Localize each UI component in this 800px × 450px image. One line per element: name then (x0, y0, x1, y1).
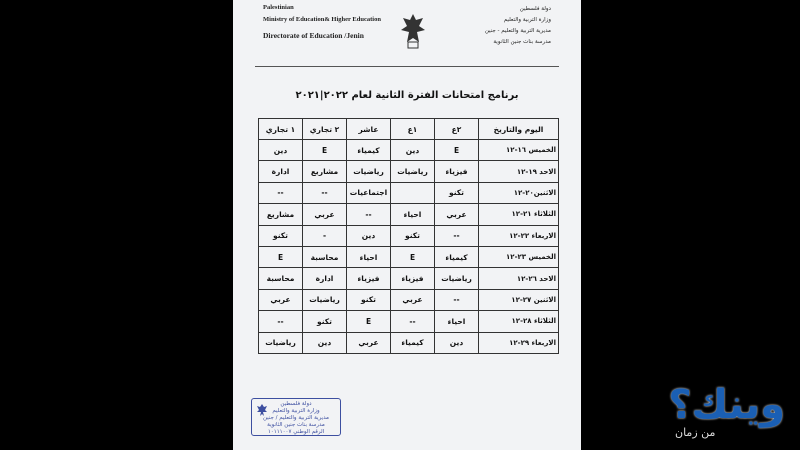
day-date-cell: الاحد ١٩-١٢ (479, 161, 559, 182)
subject-cell: -- (435, 289, 479, 310)
subject-cell: ادارة (259, 161, 303, 182)
school-stamp (251, 398, 341, 436)
stamp-emblem-icon (256, 403, 268, 417)
stamp-line-1: دولة فلسطين (280, 401, 312, 407)
header-cell: ٢ تجاري (303, 119, 347, 140)
subject-cell: اجتماعيات (347, 182, 391, 203)
subject-cell: دين (435, 332, 479, 353)
subject-cell: E (391, 246, 435, 267)
day-date-cell: الاثنين٢٠-١٢ (479, 182, 559, 203)
subject-cell: عربي (391, 289, 435, 310)
header-cell: ١ تجاري (259, 119, 303, 140)
subject-cell: تكنو (347, 289, 391, 310)
subject-cell: فيزياء (391, 268, 435, 289)
header-en-line-2: Ministry of Education& Higher Education (263, 16, 381, 23)
table-row (259, 161, 559, 182)
logo-sub-text: من زمان (675, 426, 716, 439)
day-date-cell: الاثنين ٢٧-١٢ (479, 289, 559, 310)
subject-cell: ادارة (303, 268, 347, 289)
day-date-cell: الثلاثاء ٢١-١٢ (479, 204, 559, 225)
header-arabic (485, 4, 551, 48)
subject-cell: -- (347, 204, 391, 225)
subject-cell: احياء (435, 311, 479, 332)
subject-cell: - (303, 225, 347, 246)
schedule-title: برنامج امتحانات الفترة الثانية لعام ٢٠٢٢|٢٠٢١ (295, 90, 519, 101)
subject-cell: رياضيات (391, 161, 435, 182)
subject-cell: عربي (347, 332, 391, 353)
subject-cell: فيزياء (347, 268, 391, 289)
day-date-cell: الاحد ٢٦-١٢ (479, 268, 559, 289)
subject-cell: احياء (391, 204, 435, 225)
table-row (259, 311, 559, 332)
subject-cell: رياضيات (303, 289, 347, 310)
exam-schedule-page (233, 0, 581, 450)
subject-cell: تكنو (435, 182, 479, 203)
subject-cell: عربي (435, 204, 479, 225)
subject-cell: تكنو (303, 311, 347, 332)
table-row (259, 289, 559, 310)
table-row (259, 268, 559, 289)
subject-cell: -- (259, 182, 303, 203)
subject-cell: رياضيات (259, 332, 303, 353)
subject-cell: كيمياء (391, 332, 435, 353)
subject-cell: تكنو (259, 225, 303, 246)
table-row (259, 332, 559, 353)
header-ar-line-3: مديرية التربية والتعليم - جنين (484, 28, 551, 34)
header-ar-line-1: دولة فلسطين (519, 6, 551, 12)
subject-cell: دين (347, 225, 391, 246)
subject-cell: مشاريع (259, 204, 303, 225)
header-cell: ٢ع (435, 119, 479, 140)
stamp-line-5: الرقم الوطني ١٠١١١٠٠٧ (267, 429, 325, 435)
subject-cell: رياضيات (435, 268, 479, 289)
subject-cell: E (303, 140, 347, 161)
subject-cell: -- (259, 311, 303, 332)
subject-cell: -- (391, 311, 435, 332)
header-cell: عاشر (347, 119, 391, 140)
stamp-line-4: مدرسة بنات جنين الثانوية (267, 422, 325, 428)
header-en-line-1: Palestinian (263, 4, 294, 11)
table-row (259, 204, 559, 225)
table-row (259, 246, 559, 267)
subject-cell: فيزياء (435, 161, 479, 182)
subject-cell: كيمياء (435, 246, 479, 267)
eagle-emblem-icon (399, 12, 427, 52)
header-cell: ١ع (391, 119, 435, 140)
day-date-cell: الثلاثاء ٢٨-١٢ (479, 311, 559, 332)
header-en-line-3: Directorate of Education /Jenin (263, 31, 364, 40)
subject-cell: محاسبة (259, 268, 303, 289)
subject-cell: عربي (303, 204, 347, 225)
subject-cell (391, 182, 435, 203)
table-row (259, 182, 559, 203)
table-row (259, 140, 559, 161)
stamp-line-3: مديرية التربية والتعليم / جنين (263, 415, 329, 421)
exam-schedule-table (258, 118, 559, 354)
watermark-logo (615, 378, 795, 444)
subject-cell: دين (391, 140, 435, 161)
logo-main-text: وينك؟ (668, 382, 785, 428)
header-ar-line-2: وزارة التربية والتعليم (503, 17, 551, 23)
subject-cell: مشاريع (303, 161, 347, 182)
stamp-line-2: وزارة التربية والتعليم (272, 408, 320, 414)
table-header-row (259, 119, 559, 140)
day-date-cell: الاربعاء ٢٢-١٢ (479, 225, 559, 246)
subject-cell: عربي (259, 289, 303, 310)
subject-cell: رياضيات (347, 161, 391, 182)
table-row (259, 225, 559, 246)
subject-cell: -- (303, 182, 347, 203)
subject-cell: دين (259, 140, 303, 161)
subject-cell: E (259, 246, 303, 267)
subject-cell: E (435, 140, 479, 161)
header-english (263, 2, 381, 42)
subject-cell: E (347, 311, 391, 332)
subject-cell: كيمياء (347, 140, 391, 161)
header-ar-line-4: مدرسة بنات جنين الثانوية (493, 39, 551, 45)
header-divider (255, 66, 559, 67)
subject-cell: -- (435, 225, 479, 246)
subject-cell: احياء (347, 246, 391, 267)
subject-cell: تكنو (391, 225, 435, 246)
subject-cell: محاسبة (303, 246, 347, 267)
day-date-cell: الاربعاء ٢٩-١٢ (479, 332, 559, 353)
header-cell: اليوم والتاريخ (479, 119, 559, 140)
day-date-cell: الخميس ٢٣-١٢ (479, 246, 559, 267)
subject-cell: دين (303, 332, 347, 353)
day-date-cell: الخميس ١٦-١٢ (479, 140, 559, 161)
